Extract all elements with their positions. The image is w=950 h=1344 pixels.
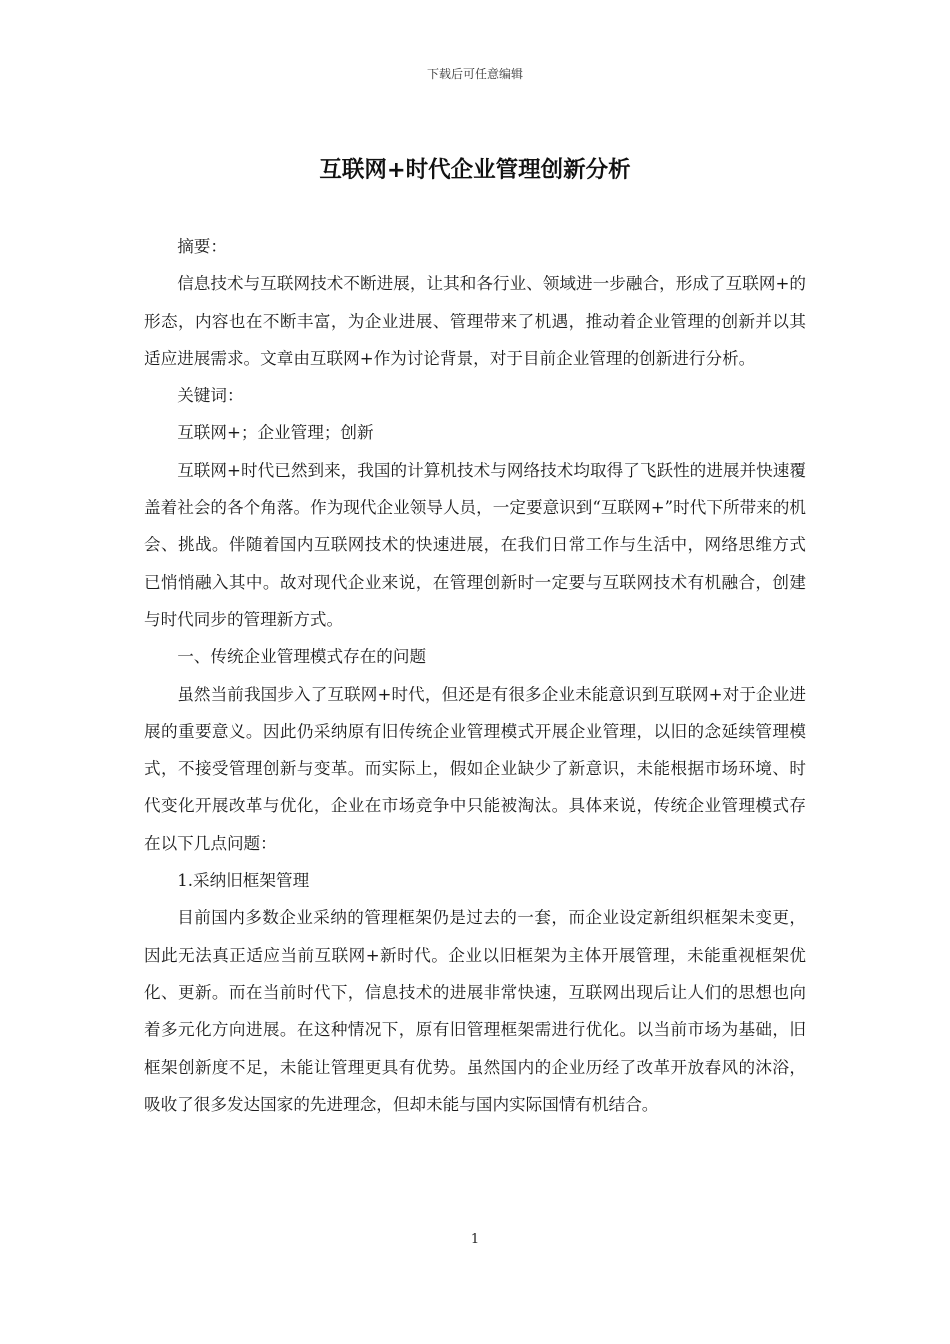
header-note: 下载后可任意编辑 (426, 67, 523, 81)
section-heading-1: 一、传统企业管理模式存在的问题 (177, 647, 427, 667)
document-title: 互联网+时代企业管理创新分析 (319, 157, 631, 183)
section-1-paragraph: 虽然当前我国步入了互联网+时代，但还是有很多企业未能意识到互联网+对于企业进展的重要意义。因此仍采纳原有旧传统企业管理模式开展企业管理，以旧的念延续管理模式，不接受管理创新与变革。而实际上，假如企业缺少了新意识，未能根据市场环境、时代变化开展改革与优化，企业在市场竞争中只能被淘汰。具体来说，传统企业管理模式存在以下几点问题： (144, 684, 806, 853)
intro-paragraph: 互联网+时代已然到来，我国的计算机技术与网络技术均取得了飞跃性的进展并快速覆盖着社会的各个角落。作为现代企业领导人员，一定要意识到“互联网+”时代下所带来的机会、挑战。伴随着国内互联网技术的快速进展，在我们日常工作与生活中，网络思维方式已悄悄融入其中。故对现代企业来说，在管理创新时一定要与互联网技术有机融合，创建与时代同步的管理新方式。 (144, 460, 806, 629)
subsection-1-paragraph: 目前国内多数企业采纳的管理框架仍是过去的一套，而企业设定新组织框架未变更，因此无法真正适应当前互联网+新时代。企业以旧框架为主体开展管理，未能重视框架优化、更新。而在当前时代下，信息技术的进展非常快速，互联网出现后让人们的思想也向着多元化方向进展。在这种情况下，原有旧管理框架需进行优化。以当前市场为基础，旧框架创新度不足，未能让管理更具有优势。虽然国内的企业历经了改革开放春风的沐浴，吸收了很多发达国家的先进理念，但却未能与国内实际国情有机结合。 (144, 908, 806, 1114)
abstract-heading: 摘要： (177, 237, 227, 256)
page-number: 1 (470, 1232, 480, 1247)
document-body (144, 228, 806, 1123)
abstract-paragraph: 信息技术与互联网技术不断进展，让其和各行业、领域进一步融合，形成了互联网+的形态，内容也在不断丰富，为企业进展、管理带来了机遇，推动着企业管理的创新并以其适应进展需求。文章由互联网+作为讨论背景，对于目前企业管理的创新进行分析。 (144, 274, 806, 368)
keywords-list: 互联网+；企业管理；创新 (177, 423, 374, 443)
subsection-heading-1: 1.采纳旧框架管理 (177, 871, 310, 891)
keywords-heading: 关键词： (177, 386, 244, 406)
